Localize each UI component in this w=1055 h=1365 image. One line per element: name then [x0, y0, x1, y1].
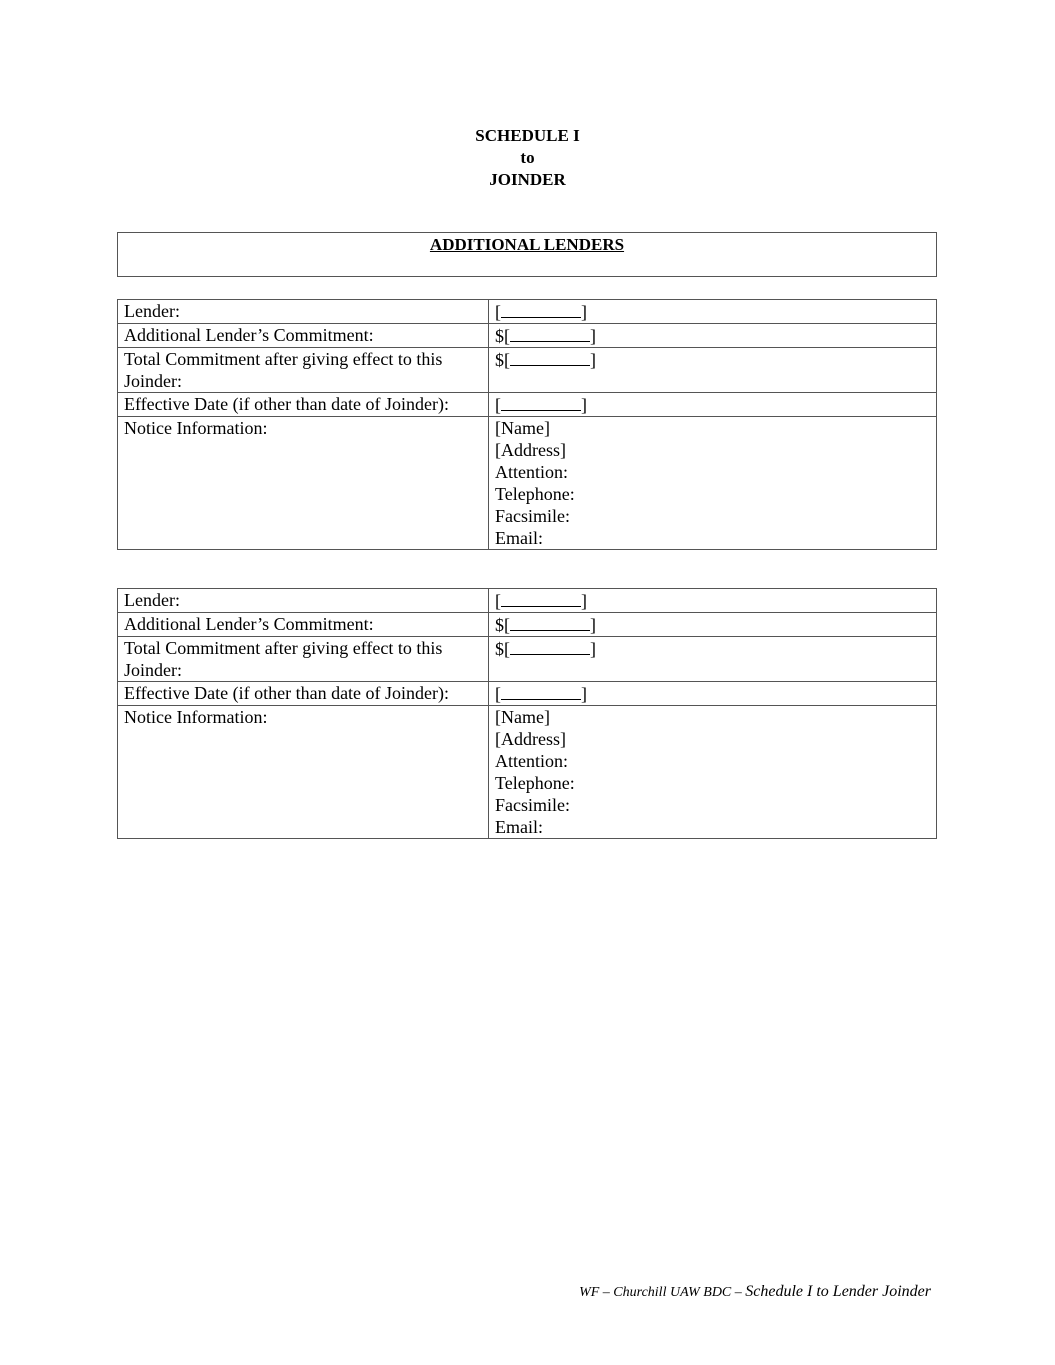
commitment-row	[118, 613, 937, 637]
commitment-label: Additional Lender’s Commitment:	[118, 324, 489, 348]
notice-address: [Address]	[495, 440, 566, 460]
effective-date-label: Effective Date (if other than date of Joinder):	[118, 682, 489, 706]
notice-email: Email:	[495, 528, 543, 548]
lender-row	[118, 589, 937, 613]
total-commitment-row	[118, 637, 937, 682]
notice-info-label: Notice Information:	[118, 706, 489, 839]
notice-attention: Attention:	[495, 462, 568, 482]
lender-label: Lender:	[118, 589, 489, 613]
commitment-value: $[ ]	[489, 613, 937, 637]
notice-info-label: Notice Information:	[118, 417, 489, 550]
notice-email: Email:	[495, 817, 543, 837]
document-heading	[0, 125, 1055, 191]
heading-line-to: to	[520, 148, 535, 167]
notice-info-value	[489, 706, 937, 839]
notice-facsimile: Facsimile:	[495, 506, 570, 526]
effective-date-label: Effective Date (if other than date of Joinder):	[118, 393, 489, 417]
notice-telephone: Telephone:	[495, 484, 575, 504]
commitment-value: $[ ]	[489, 324, 937, 348]
total-commitment-label: Total Commitment after giving effect to this Joinder:	[118, 348, 489, 393]
lender-table-2	[117, 588, 937, 839]
notice-info-value	[489, 417, 937, 550]
notice-facsimile: Facsimile:	[495, 795, 570, 815]
lender-label: Lender:	[118, 300, 489, 324]
total-commitment-row	[118, 348, 937, 393]
notice-telephone: Telephone:	[495, 773, 575, 793]
notice-info-row	[118, 417, 937, 550]
commitment-label: Additional Lender’s Commitment:	[118, 613, 489, 637]
lender-value: [ ]	[489, 300, 937, 324]
effective-date-row	[118, 393, 937, 417]
footer-title: Schedule I to Lender Joinder	[745, 1283, 931, 1300]
section-title: ADDITIONAL LENDERS	[429, 235, 625, 254]
notice-name: [Name]	[495, 418, 550, 438]
lender-value: [ ]	[489, 589, 937, 613]
heading-line-schedule: SCHEDULE I	[475, 126, 580, 145]
notice-name: [Name]	[495, 707, 550, 727]
effective-date-row	[118, 682, 937, 706]
footer-prefix: WF – Churchill UAW BDC –	[579, 1285, 746, 1300]
section-title-box	[117, 232, 937, 277]
notice-attention: Attention:	[495, 751, 568, 771]
lender-row	[118, 300, 937, 324]
effective-date-value: [ ]	[489, 393, 937, 417]
total-commitment-value: $[ ]	[489, 637, 937, 682]
lender-table-1	[117, 299, 937, 550]
notice-info-row	[118, 706, 937, 839]
notice-address: [Address]	[495, 729, 566, 749]
heading-line-joinder: JOINDER	[489, 170, 566, 189]
total-commitment-label: Total Commitment after giving effect to this Joinder:	[118, 637, 489, 682]
commitment-row	[118, 324, 937, 348]
total-commitment-value: $[ ]	[489, 348, 937, 393]
effective-date-value: [ ]	[489, 682, 937, 706]
page-footer	[579, 1283, 931, 1301]
